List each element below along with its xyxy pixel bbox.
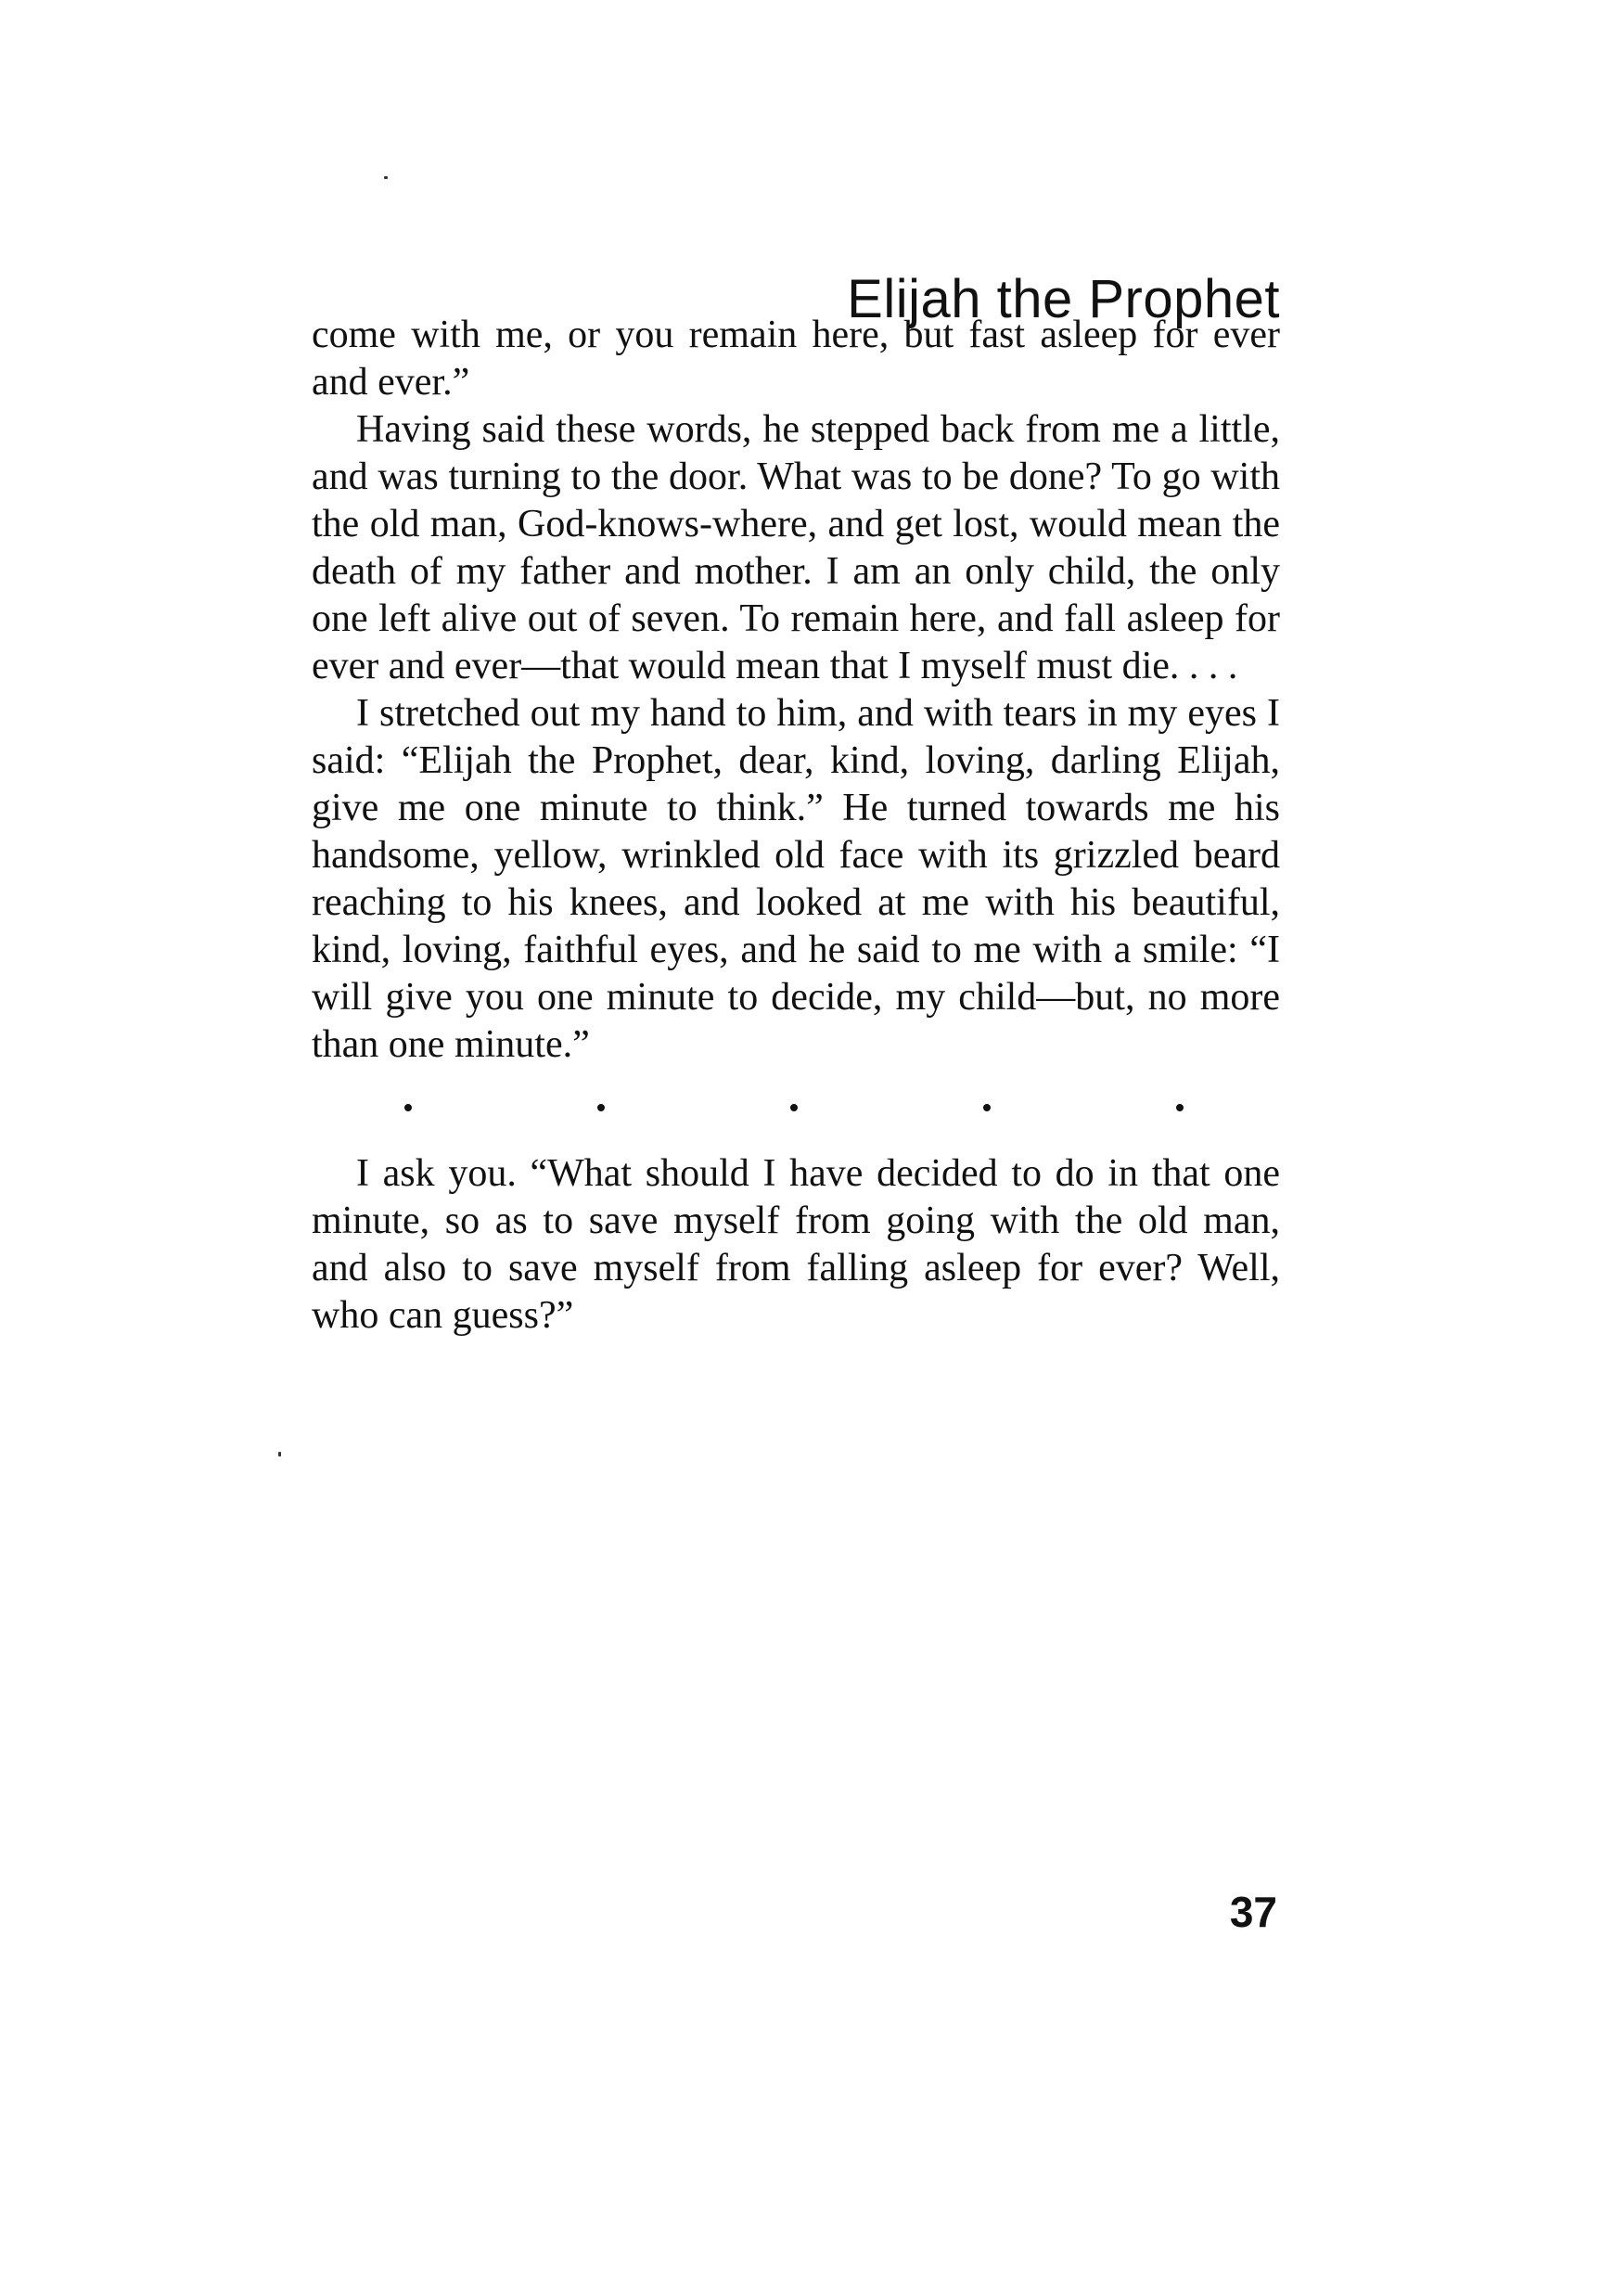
section-break-dot <box>597 1104 605 1111</box>
running-head-title: Elijah the Prophet <box>847 269 1280 329</box>
section-break-dot <box>404 1104 412 1111</box>
paragraph: I ask you. “What should I have decided to do in that one minute, so as to save myself from going with the old man, and also to save myself from falling asleep for ever? Well, who can guess?” <box>312 1152 1280 1337</box>
section-break-dot <box>1176 1104 1184 1111</box>
paragraph: I stretched out my hand to him, and with tears in my eyes I said: “Elijah the Prophet, dear, kind, loving, darling Elijah, give me one minute to think.” He turned towards me his handsome, yellow, wrinkled old face with its grizzled beard reaching to his knees, and looked at me with his beautiful, kind, loving, faithful eyes, and he said to me with a smile: “I will give you one minute to decide, my child—but, no more than one minute.” <box>312 692 1280 1066</box>
paragraph: Having said these words, he stepped back from me a little, and was turning to the door. What was to be done? To go with the old man, God-knows-where, and get lost, would mean the death of my father and mother. I am an only child, the only one left alive out of seven. To remain here, and fall asleep for ever and ever—that would mean that I myself must die. . . . <box>312 408 1280 687</box>
scan-speck <box>278 1452 281 1456</box>
paragraph-continuation: come with me, or you remain here, but fast asleep for ever and ever.” <box>312 314 1280 404</box>
scan-speck <box>384 176 388 179</box>
section-break-dot <box>790 1104 798 1111</box>
section-break-dot <box>983 1104 991 1111</box>
page-number: 37 <box>1229 1888 1277 1936</box>
body-text <box>312 312 1280 1340</box>
section-break-dots <box>312 1089 1280 1126</box>
